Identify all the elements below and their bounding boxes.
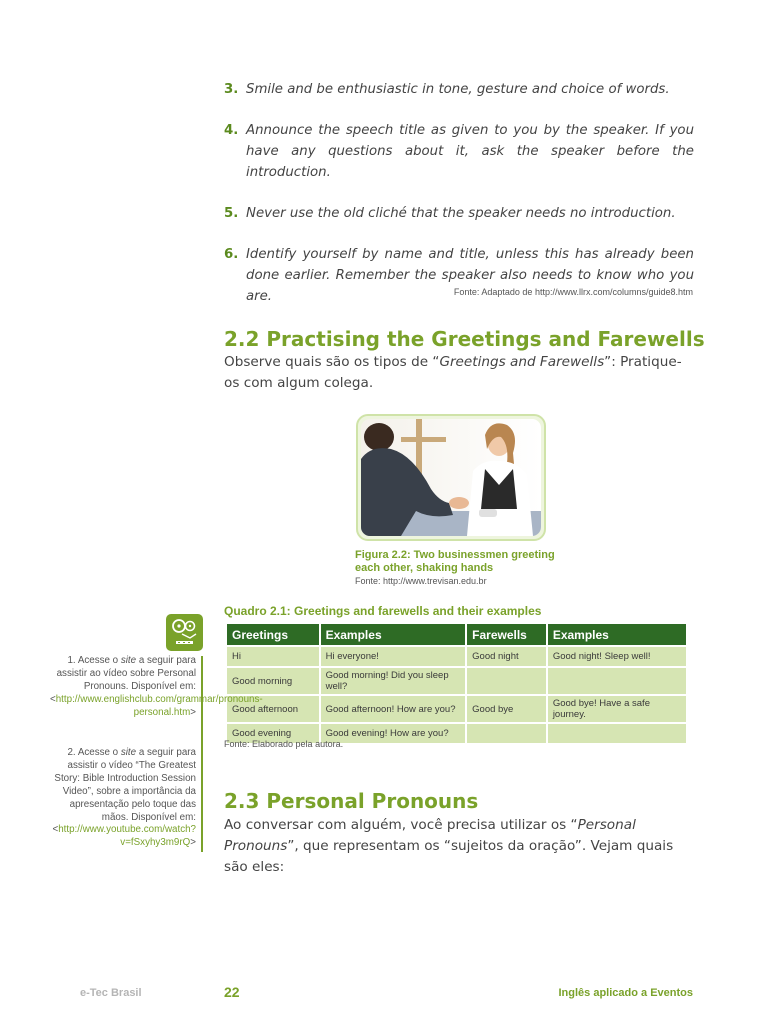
handshake-photo-image bbox=[361, 419, 541, 536]
list-text: Never use the old cliché that the speaker needs no introduction. bbox=[246, 206, 676, 221]
list-item bbox=[224, 120, 694, 183]
section-2-3-paragraph: Ao conversar com alguém, você precisa utilizar os “Personal Pronouns”, que representam os “sujeitos da oração”. Vejam quais são eles: bbox=[224, 817, 674, 875]
table-row bbox=[227, 696, 686, 722]
table-cell: Good bye! Have a safe journey. bbox=[548, 696, 686, 722]
englishclub-link[interactable]: http://www.englishclub.com/grammar/pronouns-personal.htm bbox=[55, 693, 263, 718]
footer-brand: e-Tec Brasil bbox=[80, 987, 142, 999]
table-cell: Good bye bbox=[467, 696, 546, 722]
list-text: Announce the speech title as given to you by the speaker. If you have any questions about it, ask the speaker before the introduction. bbox=[246, 123, 694, 180]
list-number: 3. bbox=[224, 82, 239, 97]
section-2-2-paragraph: Observe quais são os tipos de “Greetings and Farewells”: Pratique-os com algum colega. bbox=[224, 354, 682, 391]
footer-course-title: Inglês aplicado a Eventos bbox=[558, 987, 693, 999]
table-header: Examples bbox=[548, 624, 686, 645]
list-number: 6. bbox=[224, 247, 239, 262]
table-cell: Good night! Sleep well! bbox=[548, 647, 686, 666]
side-note-2: 2. Acesse o site a seguir para assistir o vídeo “The Greatest Story: Bible Introduction Session Video”, sobre a importância da apresentação pelo toque das mãos. Disponível em: <http://www.youtube.com/watch?v=fSxyhy3m9rQ> bbox=[52, 747, 196, 849]
table-cell: Hi bbox=[227, 647, 319, 666]
table-header: Farewells bbox=[467, 624, 546, 645]
section-2-3-title: 2.3 Personal Pronouns bbox=[224, 789, 479, 813]
table-cell: Good night bbox=[467, 647, 546, 666]
list-item bbox=[224, 79, 694, 100]
list-number: 4. bbox=[224, 123, 239, 138]
table-cell: Good afternoon! How are you? bbox=[321, 696, 466, 722]
quadro-title: Quadro 2.1: Greetings and farewells and their examples bbox=[224, 604, 542, 618]
table-cell: Good evening bbox=[227, 724, 319, 743]
list-text: Smile and be enthusiastic in tone, gesture and choice of words. bbox=[246, 82, 670, 97]
page-number: 22 bbox=[224, 984, 240, 1000]
handshake-photo bbox=[356, 414, 546, 541]
table-cell: Good morning bbox=[227, 668, 319, 694]
side-divider bbox=[201, 656, 203, 852]
table-header: Examples bbox=[321, 624, 466, 645]
figure-caption: Figura 2.2: Two businessmen greeting each other, shaking hands bbox=[355, 549, 555, 574]
figure-source: Fonte: http://www.trevisan.edu.br bbox=[355, 576, 487, 586]
greetings-table bbox=[225, 622, 688, 745]
youtube-link[interactable]: http://www.youtube.com/watch?v=fSxyhy3m9rQ bbox=[58, 824, 196, 849]
table-row bbox=[227, 647, 686, 666]
table-source: Fonte: Elaborado pela autora. bbox=[224, 739, 344, 749]
table-cell bbox=[467, 668, 546, 694]
table-cell: Good morning! Did you sleep well? bbox=[321, 668, 466, 694]
table-cell bbox=[548, 724, 686, 743]
side-note-1: 1. Acesse o site a seguir para assistir ao vídeo sobre Personal Pronouns. Disponível em: <http://www.englishclub.com/grammar/pronouns-personal.htm> bbox=[50, 655, 263, 718]
table-cell: Good afternoon bbox=[227, 696, 319, 722]
table-cell: Good evening! How are you? bbox=[321, 724, 466, 743]
table-cell bbox=[467, 724, 546, 743]
table-cell bbox=[548, 668, 686, 694]
list-item bbox=[224, 244, 694, 307]
video-film-icon bbox=[166, 614, 203, 651]
list-number: 5. bbox=[224, 206, 239, 221]
table-cell: Hi everyone! bbox=[321, 647, 466, 666]
table-row bbox=[227, 668, 686, 694]
list-text: Identify yourself by name and title, unless this has already been done earlier. Remember the speaker also needs to know who you are. bbox=[246, 247, 694, 304]
list-item bbox=[224, 203, 694, 224]
table-header: Greetings bbox=[227, 624, 319, 645]
list-source: Fonte: Adaptado de http://www.llrx.com/columns/guide8.htm bbox=[453, 287, 693, 297]
section-2-2-title: 2.2 Practising the Greetings and Farewells bbox=[224, 327, 705, 351]
table-header-row bbox=[227, 624, 686, 645]
